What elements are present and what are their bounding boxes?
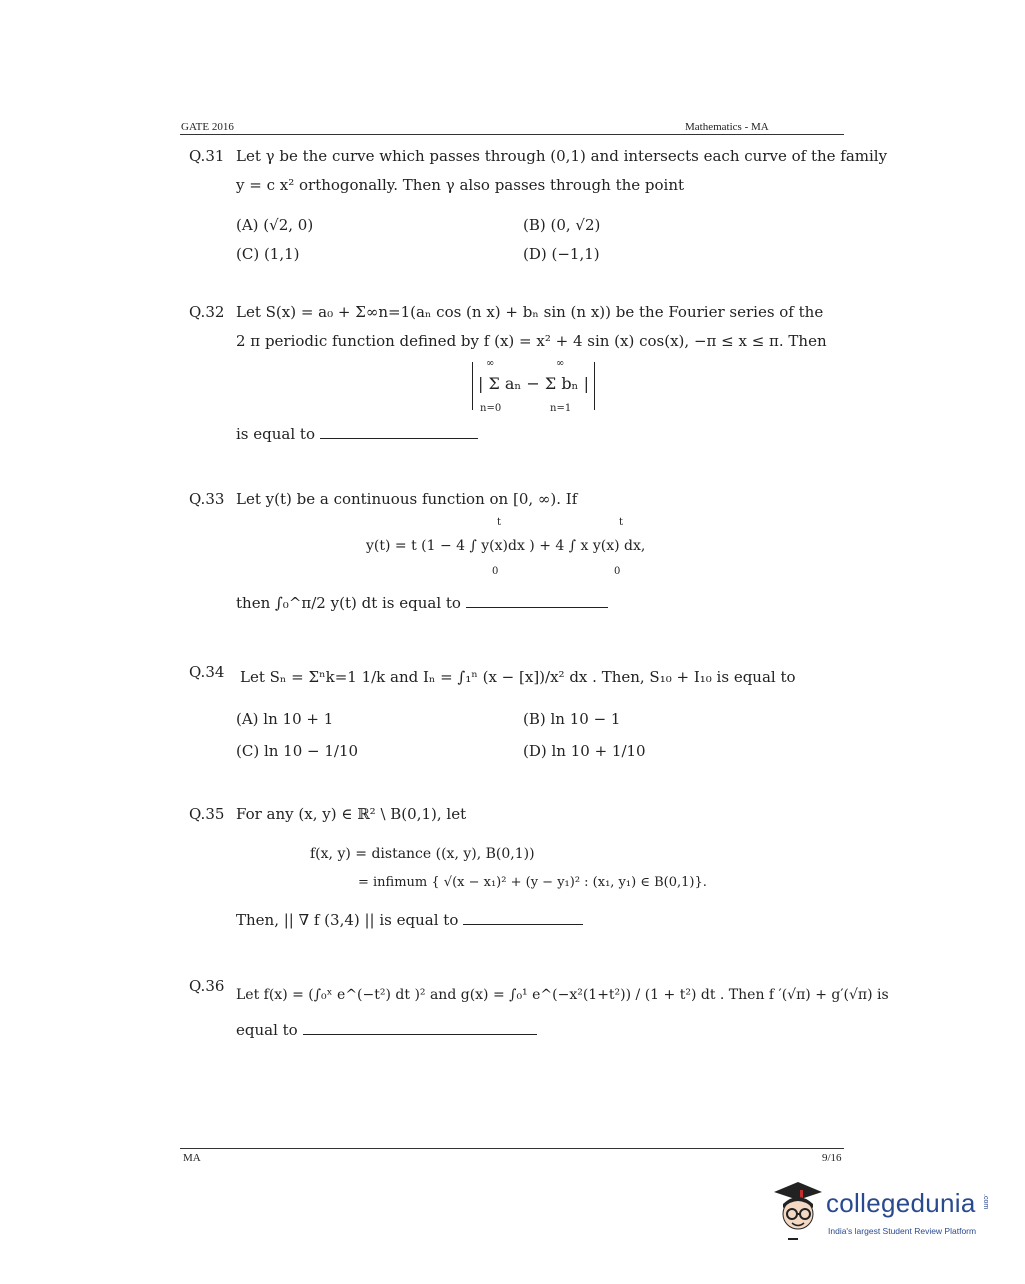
q32-line1: Let S(x) = a₀ + Σ∞n=1(aₙ cos (n x) + bₙ sin (n x)) be the Fourier series of the (236, 303, 824, 321)
q33-int2-bottom: 0 (614, 566, 621, 577)
footer-left: MA (183, 1152, 201, 1164)
answer-blank (303, 1020, 537, 1035)
q36-number: Q.36 (189, 977, 225, 995)
q32-sum-expression (472, 358, 600, 414)
q34-number: Q.34 (189, 663, 225, 681)
header-rule (180, 134, 844, 135)
q33-line2 (236, 593, 608, 612)
q31-option-b: (B) (0, √2) (523, 216, 601, 234)
footer-right: 9/16 (822, 1152, 842, 1164)
q35-eq1: f(x, y) = distance ((x, y), B(0,1)) (310, 846, 535, 862)
q33-line1: Let y(t) be a continuous function on [0, ∞). If (236, 490, 578, 508)
q34-option-a: (A) ln 10 + 1 (236, 710, 334, 728)
q32-sum-body: | Σ aₙ − Σ bₙ | (478, 374, 589, 393)
answer-blank (463, 910, 583, 925)
q35-number: Q.35 (189, 805, 225, 823)
q35-line1: For any (x, y) ∈ ℝ² \ B(0,1), let (236, 805, 467, 823)
q31-line1: Let γ be the curve which passes through (0,1) and intersects each curve of the family (236, 147, 888, 165)
q34-option-c: (C) ln 10 − 1/10 (236, 742, 359, 760)
q31-option-a: (A) (√2, 0) (236, 216, 314, 234)
q34-option-b: (B) ln 10 − 1 (523, 710, 621, 728)
q31-number: Q.31 (189, 147, 225, 165)
q36-equal-to: equal to (236, 1021, 298, 1039)
collegedunia-logo (764, 1178, 994, 1248)
q32-sum1-bottom: n=0 (480, 403, 502, 414)
q33-equation: y(t) = t (1 − 4 ∫ y(x)dx ) + 4 ∫ x y(x) dx, (366, 538, 646, 554)
q33-int1-bottom: 0 (492, 566, 499, 577)
q35-eq2: = infimum { √(x − x₁)² + (y − y₁)² : (x₁, y₁) ∈ B(0,1)}. (358, 875, 707, 890)
q32-sum2-bottom: n=1 (550, 403, 572, 414)
q32-line2: 2 π periodic function defined by f (x) = x² + 4 sin (x) cos(x), −π ≤ x ≤ π. Then (236, 332, 827, 350)
q36-line1: Let f(x) = (∫₀ˣ e^(−t²) dt )² and g(x) = ∫₀¹ e^(−x²(1+t²)) / (1 + t²) dt . Then f ′(√π) + g′(√π) is (236, 987, 889, 1003)
q31-line2: y = c x² orthogonally. Then γ also passes through the point (236, 176, 685, 194)
q32-sum2-top: ∞ (556, 358, 565, 369)
q36-line2 (236, 1020, 537, 1039)
answer-blank (320, 424, 478, 439)
q33-int2-top: t (619, 517, 624, 528)
mascot-icon (764, 1178, 824, 1248)
q35-line2 (236, 910, 583, 929)
q32-sum1-top: ∞ (486, 358, 495, 369)
q32-equal-to: is equal to (236, 425, 315, 443)
header-left: GATE 2016 (181, 121, 234, 133)
logo-brand: collegedunia (826, 1188, 976, 1218)
q32-number: Q.32 (189, 303, 225, 321)
q34-line1: Let Sₙ = Σⁿk=1 1/k and Iₙ = ∫₁ⁿ (x − [x])/x² dx . Then, S₁₀ + I₁₀ is equal to (240, 668, 796, 686)
q31-option-c: (C) (1,1) (236, 245, 300, 263)
q33-then-integral: then ∫₀^π/2 y(t) dt is equal to (236, 594, 461, 612)
q35-then: Then, || ∇ f (3,4) || is equal to (236, 911, 459, 929)
q31-option-d: (D) (−1,1) (523, 245, 600, 263)
header-right: Mathematics - MA (685, 121, 769, 133)
footer-rule (180, 1148, 844, 1149)
logo-tagline: India's largest Student Review Platform (828, 1226, 977, 1236)
q33-number: Q.33 (189, 490, 225, 508)
logo-dotcom: .com (982, 1194, 989, 1210)
q32-line3 (236, 424, 478, 443)
q34-option-d: (D) ln 10 + 1/10 (523, 742, 646, 760)
answer-blank (466, 593, 608, 608)
q33-int1-top: t (497, 517, 502, 528)
